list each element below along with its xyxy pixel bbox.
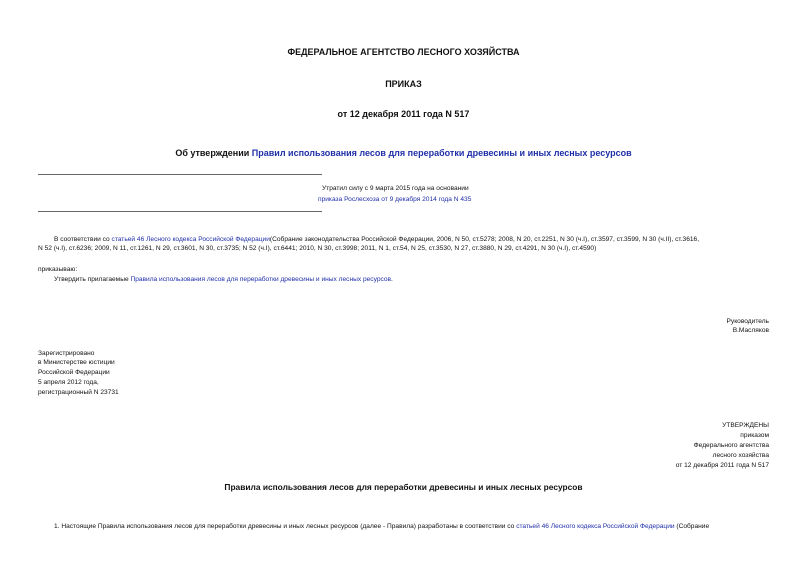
approval-line-5: от 12 декабря 2011 года N 517	[675, 462, 769, 469]
title-rules-link[interactable]: Правил использования лесов для переработки древесины и иных лесных ресурсов	[251, 148, 632, 158]
rules-heading: Правила использования лесов для переработки древесины и иных лесных ресурсов	[224, 482, 583, 492]
status-note-line: Утратил силу с 9 марта 2015 года на основании	[322, 185, 469, 192]
registration-line-2: в Министерстве юстиции	[38, 359, 115, 366]
divider-bottom	[38, 211, 322, 212]
order-prefix: Утвердить прилагаемые	[54, 276, 131, 283]
rules-p1-article-link[interactable]: статьей 46 Лесного кодекса Российской Федерации	[516, 523, 675, 530]
approval-line-2: приказом	[740, 432, 769, 439]
document-title	[0, 147, 807, 159]
agency-name: ФЕДЕРАЛЬНОЕ АГЕНТСТВО ЛЕСНОГО ХОЗЯЙСТВА	[287, 47, 520, 57]
divider-top	[38, 174, 322, 175]
document-date-number: от 12 декабря 2011 года N 517	[337, 109, 470, 119]
registration-line-1: Зарегистрировано	[38, 350, 95, 357]
preamble-line1-rest: (Собрание законодательства Российской Федерации, 2006, N 50, ст.5278; 2008, N 20, ст.2251, N 30 (ч.I), ст.3597, ст.3599, N 30 (ч.II), ст.3616,	[269, 236, 700, 243]
signature-role: Руководитель	[726, 318, 769, 325]
document-type: ПРИКАЗ	[385, 79, 422, 89]
status-note-link[interactable]: приказа Рослесхоза от 9 декабря 2014 года N 435	[318, 196, 472, 203]
order-suffix: .	[391, 276, 393, 283]
preamble-prefix: В соответствии со	[54, 236, 112, 243]
signature-name: В.Масляков	[732, 327, 769, 334]
approval-line-3: Федерального агентства	[693, 442, 769, 449]
rules-p1-suffix: (Собрание	[674, 523, 710, 530]
preamble-article-link[interactable]: статьей 46 Лесного кодекса Российской Федерации	[111, 236, 270, 243]
approval-line-1: УТВЕРЖДЕНЫ	[722, 422, 769, 429]
rules-paragraph-1	[54, 522, 709, 532]
registration-line-4: 5 апреля 2012 года,	[38, 379, 99, 386]
approval-line-4: лесного хозяйства	[712, 452, 769, 459]
title-prefix: Об утверждении	[175, 148, 252, 158]
registration-line-3: Российской Федерации	[38, 369, 110, 376]
order-verb: приказываю:	[38, 266, 78, 273]
rules-p1-prefix: 1. Настоящие Правила использования лесов для переработки древесины и иных лесных ресурсов (далее - Правила) разработаны в соответствии со	[54, 523, 517, 530]
preamble-line-2: N 52 (ч.I), ст.6236; 2009, N 11, ст.1261, N 29, ст.3601, N 30, ст.3735; N 52 (ч.I), ст.6441; 2010, N 30, ст.3998; 2011, N 1, ст.54, N 25, ст.3530, N 27, ст.3880, N 29, ст.4291, N 30 (ч.I), ст.4590)	[38, 245, 597, 252]
registration-line-5: регистрационный N 23731	[38, 389, 119, 396]
order-rules-link[interactable]: Правила использования лесов для переработки древесины и иных лесных ресурсов	[130, 276, 392, 283]
order-text	[54, 275, 393, 285]
